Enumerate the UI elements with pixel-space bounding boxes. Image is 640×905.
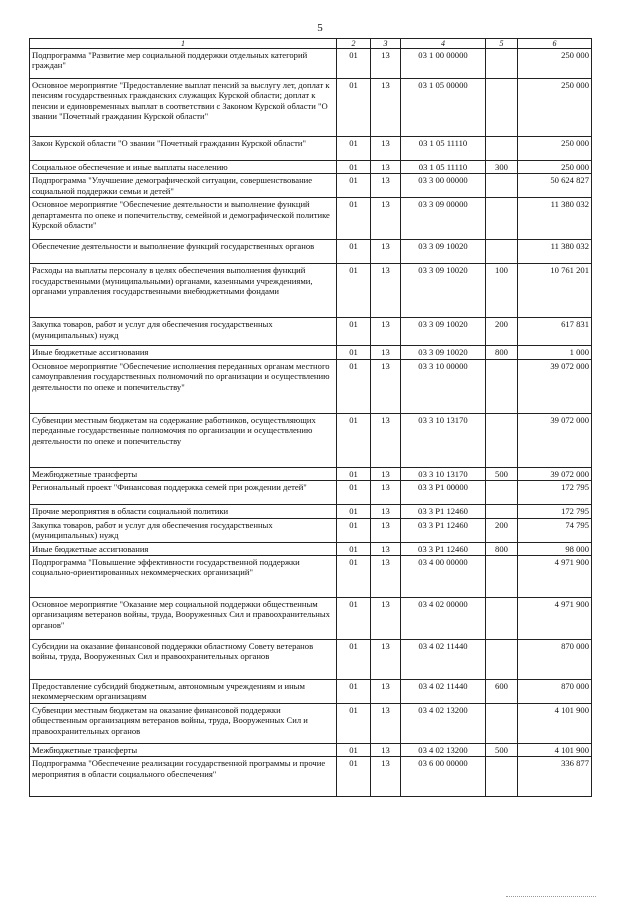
row-name-cell: Субвенции местным бюджетам на содержание работников, осуществляющих переданные государственные полномочия по организации и осуществлению деятельности по опеке и попечительству — [30, 413, 337, 467]
expense-type-cell — [486, 505, 518, 518]
table-row — [30, 744, 592, 757]
row-name-cell: Региональный проект "Финансовая поддержка семей при рождении детей" — [30, 481, 337, 505]
expense-type-cell — [486, 49, 518, 79]
table-row — [30, 198, 592, 240]
amount-cell: 617 831 — [518, 318, 592, 346]
expense-type-cell: 200 — [486, 318, 518, 346]
table-row — [30, 704, 592, 744]
subsection-code-cell: 13 — [371, 640, 401, 680]
table-row — [30, 413, 592, 467]
subsection-code-cell: 13 — [371, 264, 401, 318]
subsection-code-cell: 13 — [371, 704, 401, 744]
section-code-cell: 01 — [337, 757, 371, 797]
subsection-code-cell: 13 — [371, 542, 401, 555]
target-article-cell: 03 1 05 11110 — [401, 161, 486, 174]
target-article-cell: 03 3 P1 12460 — [401, 505, 486, 518]
target-article-cell: 03 4 02 11440 — [401, 680, 486, 704]
target-article-cell: 03 1 05 00000 — [401, 79, 486, 137]
row-name-cell: Иные бюджетные ассигнования — [30, 542, 337, 555]
table-row — [30, 598, 592, 640]
amount-cell: 250 000 — [518, 79, 592, 137]
amount-cell: 172 795 — [518, 505, 592, 518]
table-row — [30, 240, 592, 264]
target-article-cell: 03 3 10 13170 — [401, 467, 486, 480]
expense-type-cell: 800 — [486, 542, 518, 555]
expense-type-cell: 300 — [486, 161, 518, 174]
table-row — [30, 174, 592, 198]
target-article-cell: 03 3 09 00000 — [401, 198, 486, 240]
section-code-cell: 01 — [337, 640, 371, 680]
subsection-code-cell: 13 — [371, 481, 401, 505]
table-row — [30, 640, 592, 680]
subsection-code-cell: 13 — [371, 518, 401, 542]
expense-type-cell: 500 — [486, 744, 518, 757]
row-name-cell: Основное мероприятие "Предоставление выплат пенсий за выслугу лет, доплат к пенсиям государственных гражданских служащих Курской области; доплат к пенсии и единовременных выплат в соответствии с Законом Курской области "О звании "Почетный гражданин Курской области" — [30, 79, 337, 137]
amount-cell: 39 072 000 — [518, 413, 592, 467]
table-row — [30, 467, 592, 480]
amount-cell: 10 761 201 — [518, 264, 592, 318]
row-name-cell: Подпрограмма "Повышение эффективности государственной поддержки социально-ориентированных некоммерческих организаций" — [30, 556, 337, 598]
target-article-cell: 03 4 02 13200 — [401, 704, 486, 744]
section-code-cell: 01 — [337, 467, 371, 480]
subsection-code-cell: 13 — [371, 680, 401, 704]
target-article-cell: 03 3 09 10020 — [401, 264, 486, 318]
row-name-cell: Подпрограмма "Обеспечение реализации государственной программы и прочие мероприятия в области социального обеспечения" — [30, 757, 337, 797]
expense-type-cell — [486, 240, 518, 264]
target-article-cell: 03 4 00 00000 — [401, 556, 486, 598]
expense-type-cell — [486, 359, 518, 413]
subsection-code-cell: 13 — [371, 413, 401, 467]
section-code-cell: 01 — [337, 598, 371, 640]
budget-table — [29, 38, 592, 797]
section-code-cell: 01 — [337, 79, 371, 137]
section-code-cell: 01 — [337, 542, 371, 555]
subsection-code-cell: 13 — [371, 240, 401, 264]
amount-cell: 1 000 — [518, 346, 592, 359]
amount-cell: 39 072 000 — [518, 359, 592, 413]
expense-type-cell — [486, 198, 518, 240]
table-row — [30, 49, 592, 79]
amount-cell: 39 072 000 — [518, 467, 592, 480]
target-article-cell: 03 3 09 10020 — [401, 346, 486, 359]
subsection-code-cell: 13 — [371, 161, 401, 174]
section-code-cell: 01 — [337, 49, 371, 79]
amount-cell: 250 000 — [518, 137, 592, 161]
expense-type-cell: 800 — [486, 346, 518, 359]
subsection-code-cell: 13 — [371, 49, 401, 79]
column-header: 3 — [371, 39, 401, 49]
subsection-code-cell: 13 — [371, 359, 401, 413]
target-article-cell: 03 3 P1 00000 — [401, 481, 486, 505]
row-name-cell: Иные бюджетные ассигнования — [30, 346, 337, 359]
amount-cell: 4 971 900 — [518, 598, 592, 640]
target-article-cell: 03 3 09 10020 — [401, 318, 486, 346]
subsection-code-cell: 13 — [371, 556, 401, 598]
target-article-cell: 03 4 02 11440 — [401, 640, 486, 680]
section-code-cell: 01 — [337, 161, 371, 174]
subsection-code-cell: 13 — [371, 757, 401, 797]
column-header: 2 — [337, 39, 371, 49]
subsection-code-cell: 13 — [371, 346, 401, 359]
table-row — [30, 79, 592, 137]
section-code-cell: 01 — [337, 556, 371, 598]
amount-cell: 98 000 — [518, 542, 592, 555]
amount-cell: 336 877 — [518, 757, 592, 797]
table-row — [30, 505, 592, 518]
expense-type-cell: 600 — [486, 680, 518, 704]
section-code-cell: 01 — [337, 198, 371, 240]
amount-cell: 11 380 032 — [518, 240, 592, 264]
row-name-cell: Обеспечение деятельности и выполнение функций государственных органов — [30, 240, 337, 264]
expense-type-cell: 100 — [486, 264, 518, 318]
target-article-cell: 03 3 10 13170 — [401, 413, 486, 467]
row-name-cell: Закон Курской области "О звании "Почетный гражданин Курской области" — [30, 137, 337, 161]
table-header-row — [30, 39, 592, 49]
expense-type-cell — [486, 640, 518, 680]
table-row — [30, 556, 592, 598]
subsection-code-cell: 13 — [371, 467, 401, 480]
target-article-cell: 03 3 00 00000 — [401, 174, 486, 198]
amount-cell: 74 795 — [518, 518, 592, 542]
column-header: 1 — [30, 39, 337, 49]
section-code-cell: 01 — [337, 744, 371, 757]
subsection-code-cell: 13 — [371, 318, 401, 346]
section-code-cell: 01 — [337, 318, 371, 346]
subsection-code-cell: 13 — [371, 79, 401, 137]
target-article-cell: 03 3 P1 12460 — [401, 542, 486, 555]
subsection-code-cell: 13 — [371, 198, 401, 240]
table-row — [30, 359, 592, 413]
row-name-cell: Закупка товаров, работ и услуг для обеспечения государственных (муниципальных) нужд — [30, 318, 337, 346]
row-name-cell: Социальное обеспечение и иные выплаты населению — [30, 161, 337, 174]
target-article-cell: 03 1 05 11110 — [401, 137, 486, 161]
expense-type-cell — [486, 481, 518, 505]
row-name-cell: Подпрограмма "Улучшение демографической ситуации, совершенствование социальной поддержки семьи и детей" — [30, 174, 337, 198]
section-code-cell: 01 — [337, 704, 371, 744]
column-header: 6 — [518, 39, 592, 49]
table-row — [30, 264, 592, 318]
section-code-cell: 01 — [337, 505, 371, 518]
row-name-cell: Предоставление субсидий бюджетным, автономным учреждениям и иным некоммерческим организациям — [30, 680, 337, 704]
table-row — [30, 757, 592, 797]
target-article-cell: 03 3 10 00000 — [401, 359, 486, 413]
subsection-code-cell: 13 — [371, 174, 401, 198]
expense-type-cell: 500 — [486, 467, 518, 480]
subsection-code-cell: 13 — [371, 598, 401, 640]
section-code-cell: 01 — [337, 481, 371, 505]
amount-cell: 4 101 900 — [518, 704, 592, 744]
expense-type-cell — [486, 556, 518, 598]
subsection-code-cell: 13 — [371, 744, 401, 757]
row-name-cell: Субсидии на оказание финансовой поддержки областному Совету ветеранов войны, труда, Вооруженных Сил и правоохранительных органов — [30, 640, 337, 680]
footer-mark — [506, 890, 596, 897]
section-code-cell: 01 — [337, 680, 371, 704]
table-row — [30, 518, 592, 542]
row-name-cell: Подпрограмма "Развитие мер социальной поддержки отдельных категорий граждан" — [30, 49, 337, 79]
target-article-cell: 03 6 00 00000 — [401, 757, 486, 797]
section-code-cell: 01 — [337, 346, 371, 359]
row-name-cell: Основное мероприятие "Обеспечение исполнения переданных органам местного самоуправления государственных полномочий по организации и осуществлению деятельности по опеке и попечительству" — [30, 359, 337, 413]
expense-type-cell: 200 — [486, 518, 518, 542]
table-row — [30, 346, 592, 359]
table-row — [30, 481, 592, 505]
row-name-cell: Прочие мероприятия в области социальной политики — [30, 505, 337, 518]
section-code-cell: 01 — [337, 174, 371, 198]
amount-cell: 50 624 827 — [518, 174, 592, 198]
row-name-cell: Расходы на выплаты персоналу в целях обеспечения выполнения функций государственными (муниципальными) органами, казенными учреждениями, органами управления государственными внебюджетными фондами — [30, 264, 337, 318]
target-article-cell: 03 4 02 00000 — [401, 598, 486, 640]
expense-type-cell — [486, 704, 518, 744]
target-article-cell: 03 4 02 13200 — [401, 744, 486, 757]
section-code-cell: 01 — [337, 518, 371, 542]
row-name-cell: Основное мероприятие "Обеспечение деятельности и выполнение функций департамента по опеке и попечительству, семейной и демографической политике Курской области" — [30, 198, 337, 240]
row-name-cell: Основное мероприятие "Оказание мер социальной поддержки общественным организациям ветеранов войны, труда, Вооруженных Сил и правоохранительных органов" — [30, 598, 337, 640]
table-row — [30, 542, 592, 555]
amount-cell: 172 795 — [518, 481, 592, 505]
table-row — [30, 137, 592, 161]
table-row — [30, 161, 592, 174]
section-code-cell: 01 — [337, 359, 371, 413]
column-header: 4 — [401, 39, 486, 49]
target-article-cell: 03 3 P1 12460 — [401, 518, 486, 542]
target-article-cell: 03 1 00 00000 — [401, 49, 486, 79]
amount-cell: 870 000 — [518, 640, 592, 680]
amount-cell: 4 101 900 — [518, 744, 592, 757]
row-name-cell: Субвенции местным бюджетам на оказание финансовой поддержки общественным организациям ветеранов войны, труда, Вооруженных Сил и правоохранительных органов — [30, 704, 337, 744]
section-code-cell: 01 — [337, 137, 371, 161]
row-name-cell: Межбюджетные трансферты — [30, 467, 337, 480]
subsection-code-cell: 13 — [371, 505, 401, 518]
amount-cell: 11 380 032 — [518, 198, 592, 240]
amount-cell: 250 000 — [518, 49, 592, 79]
section-code-cell: 01 — [337, 413, 371, 467]
amount-cell: 250 000 — [518, 161, 592, 174]
expense-type-cell — [486, 137, 518, 161]
column-header: 5 — [486, 39, 518, 49]
expense-type-cell — [486, 79, 518, 137]
section-code-cell: 01 — [337, 240, 371, 264]
subsection-code-cell: 13 — [371, 137, 401, 161]
expense-type-cell — [486, 413, 518, 467]
expense-type-cell — [486, 757, 518, 797]
page-number: 5 — [317, 22, 323, 34]
target-article-cell: 03 3 09 10020 — [401, 240, 486, 264]
amount-cell: 4 971 900 — [518, 556, 592, 598]
table-row — [30, 318, 592, 346]
expense-type-cell — [486, 598, 518, 640]
expense-type-cell — [486, 174, 518, 198]
amount-cell: 870 000 — [518, 680, 592, 704]
section-code-cell: 01 — [337, 264, 371, 318]
row-name-cell: Межбюджетные трансферты — [30, 744, 337, 757]
table-row — [30, 680, 592, 704]
row-name-cell: Закупка товаров, работ и услуг для обеспечения государственных (муниципальных) нужд — [30, 518, 337, 542]
